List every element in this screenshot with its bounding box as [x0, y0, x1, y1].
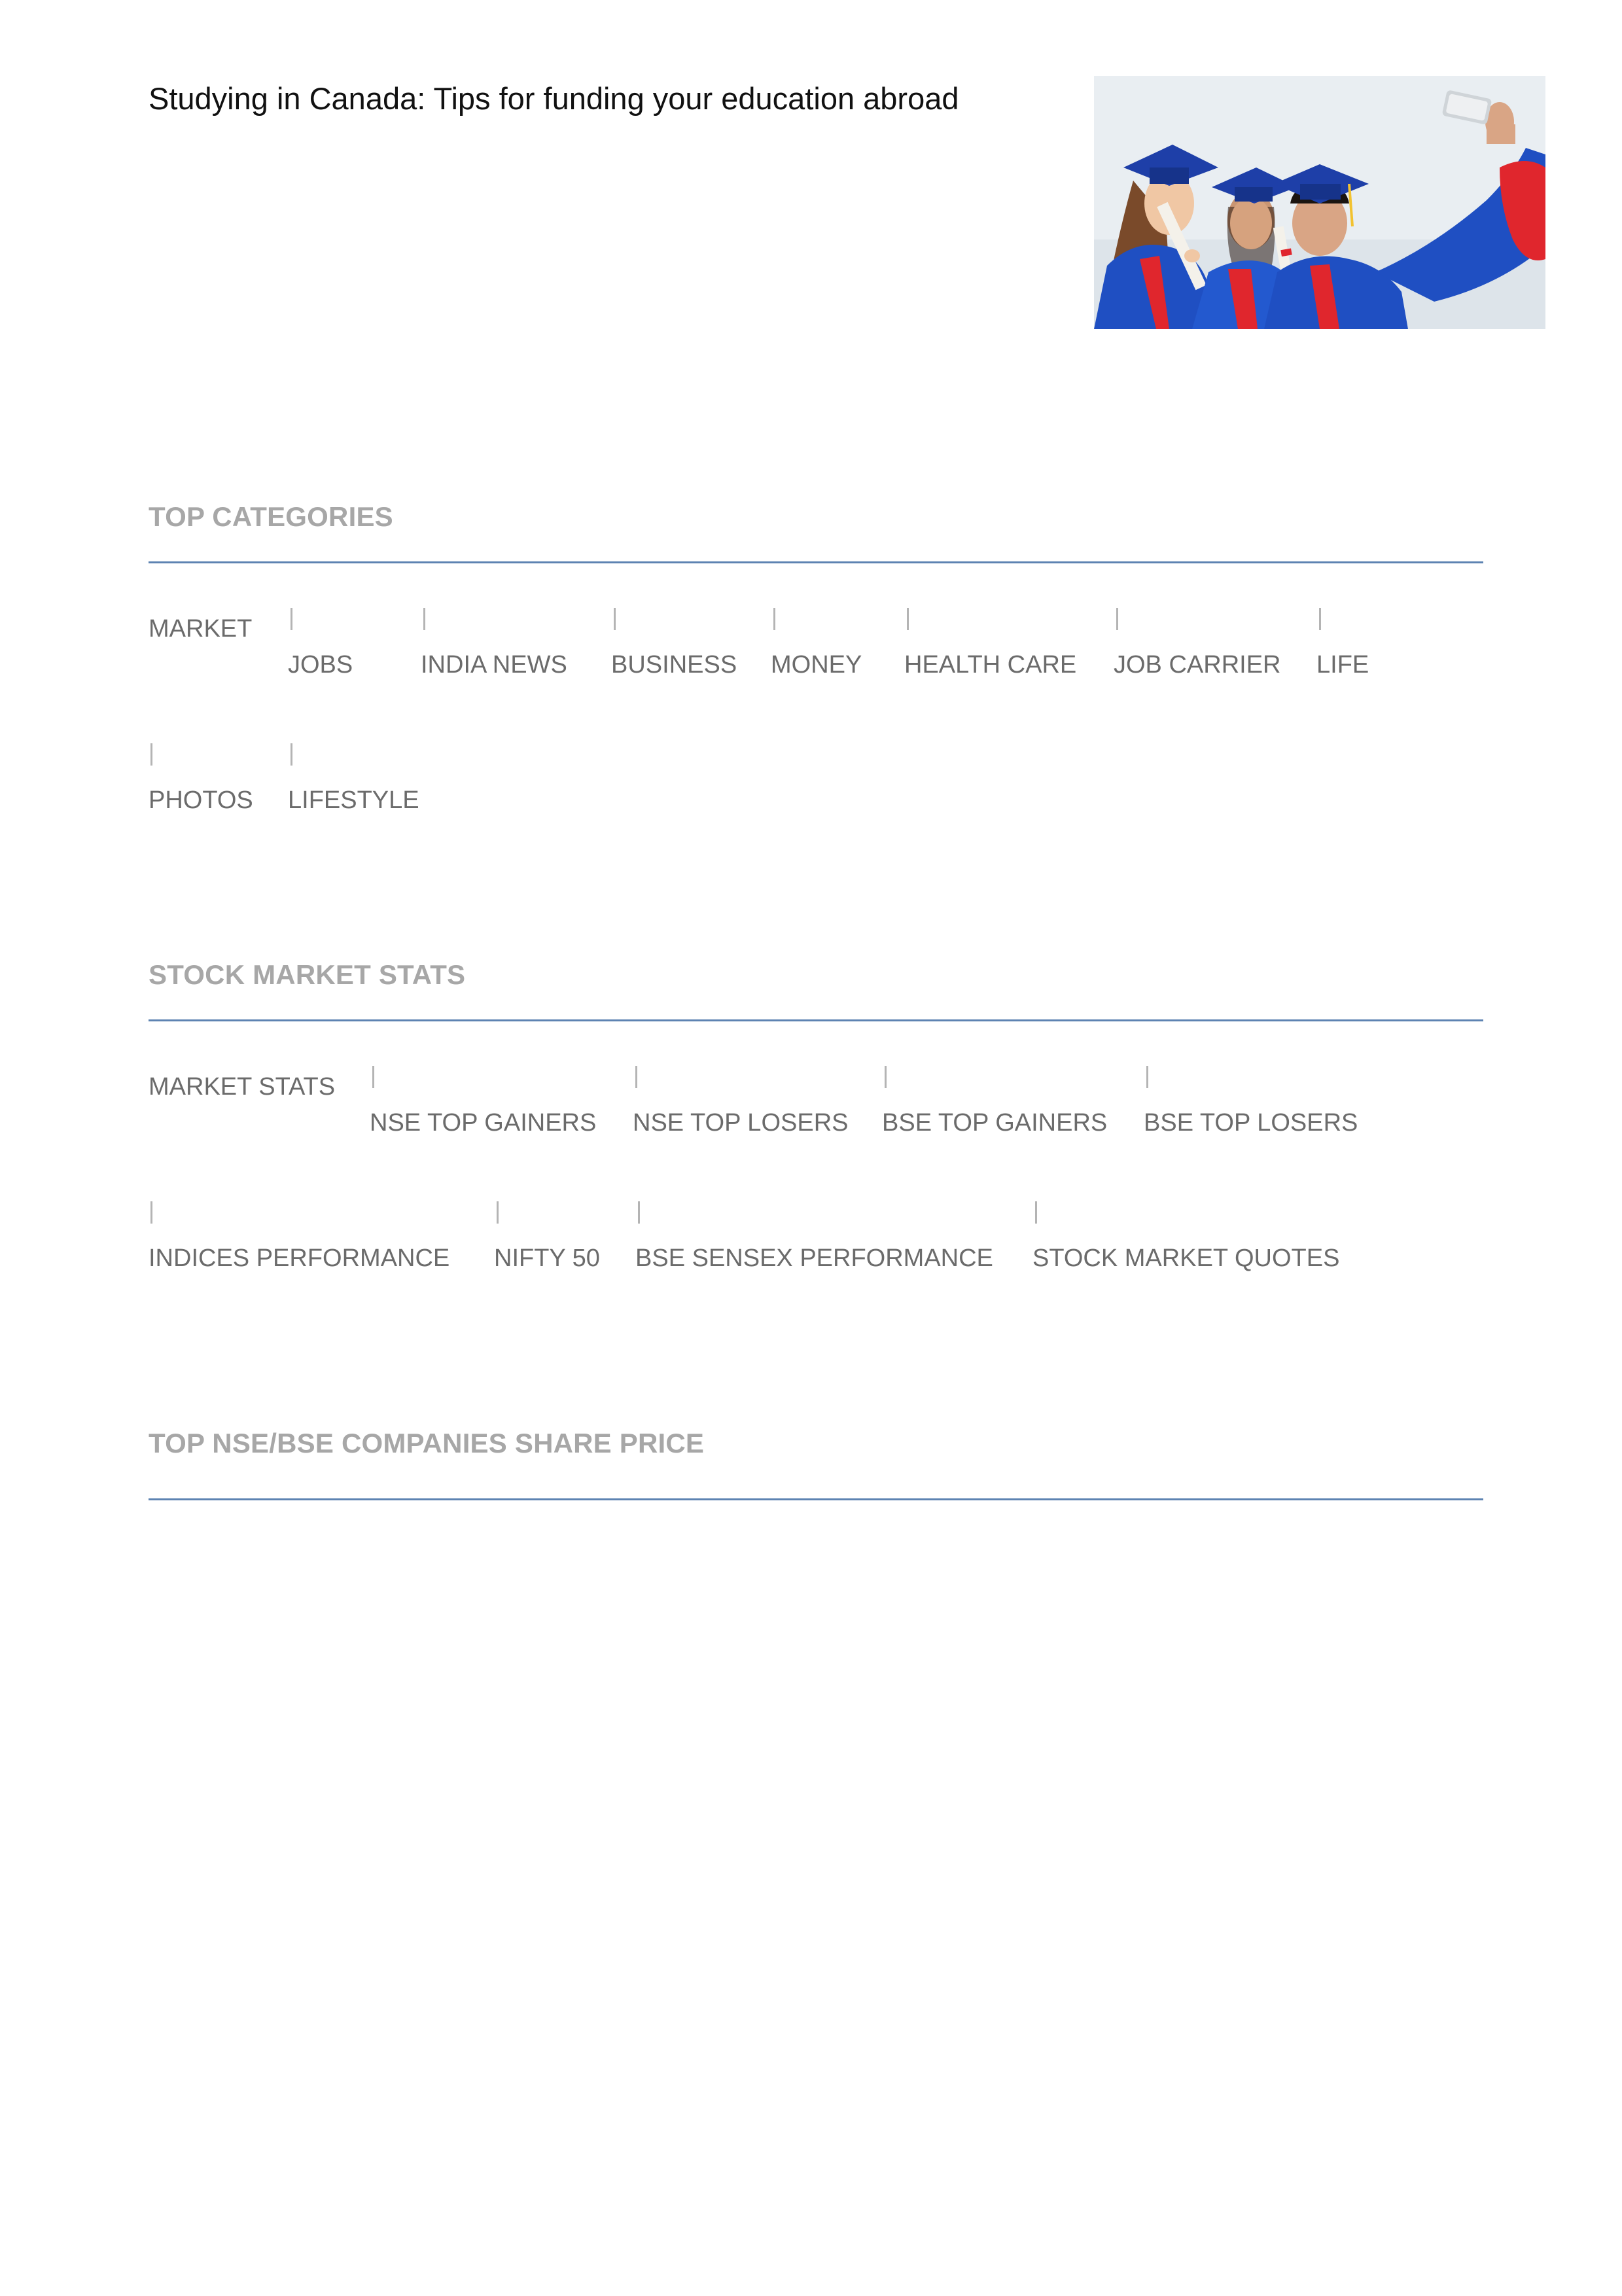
- category-link-market[interactable]: MARKET: [149, 615, 253, 643]
- pipe-separator: [1319, 608, 1321, 630]
- pipe-separator: [423, 608, 425, 630]
- stats-link-nifty-50[interactable]: NIFTY 50: [494, 1245, 600, 1272]
- category-link-photos[interactable]: PHOTOS: [149, 786, 253, 814]
- pipe-separator: [638, 1201, 640, 1224]
- top-companies-heading: TOP NSE/BSE COMPANIES SHARE PRICE: [149, 1428, 705, 1458]
- stats-link-nse-top-gainers[interactable]: NSE TOP GAINERS: [370, 1109, 597, 1137]
- pipe-separator: [614, 608, 616, 630]
- pipe-separator: [1146, 1066, 1148, 1088]
- stats-link-stock-market-quotes[interactable]: STOCK MARKET QUOTES: [1032, 1245, 1340, 1272]
- pipe-separator: [150, 1201, 152, 1224]
- category-link-job-carrier[interactable]: JOB CARRIER: [1114, 651, 1281, 679]
- pipe-separator: [497, 1201, 499, 1224]
- pipe-separator: [773, 608, 775, 630]
- stock-market-stats-heading: STOCK MARKET STATS: [149, 959, 466, 990]
- category-link-health-care[interactable]: HEALTH CARE: [904, 651, 1077, 679]
- stats-link-bse-top-gainers[interactable]: BSE TOP GAINERS: [882, 1109, 1108, 1137]
- pipe-separator: [1035, 1201, 1037, 1224]
- stats-link-bse-sensex-performance[interactable]: BSE SENSEX PERFORMANCE: [635, 1245, 993, 1272]
- stats-link-nse-top-losers[interactable]: NSE TOP LOSERS: [633, 1109, 849, 1137]
- section-divider: [149, 1498, 1483, 1500]
- category-link-life[interactable]: LIFE: [1316, 651, 1369, 679]
- category-link-india-news[interactable]: INDIA NEWS: [421, 651, 567, 679]
- stats-link-indices-performance[interactable]: INDICES PERFORMANCE: [149, 1245, 450, 1272]
- section-divider: [149, 561, 1483, 563]
- graduates-selfie-image: [1094, 76, 1545, 329]
- pipe-separator: [291, 743, 292, 766]
- pipe-separator: [635, 1066, 637, 1088]
- stats-link-bse-top-losers[interactable]: BSE TOP LOSERS: [1144, 1109, 1358, 1137]
- pipe-separator: [291, 608, 292, 630]
- category-link-business[interactable]: BUSINESS: [611, 651, 737, 679]
- article-title[interactable]: Studying in Canada: Tips for funding your education abroad: [149, 81, 959, 116]
- stats-link-market-stats[interactable]: MARKET STATS: [149, 1073, 336, 1101]
- pipe-separator: [885, 1066, 887, 1088]
- pipe-separator: [150, 743, 152, 766]
- article-thumbnail[interactable]: [1094, 76, 1545, 329]
- category-link-money[interactable]: MONEY: [771, 651, 862, 679]
- category-link-jobs[interactable]: JOBS: [288, 651, 353, 679]
- section-divider: [149, 1019, 1483, 1021]
- pipe-separator: [372, 1066, 374, 1088]
- category-link-lifestyle[interactable]: LIFESTYLE: [288, 786, 419, 814]
- top-categories-heading: TOP CATEGORIES: [149, 501, 393, 532]
- pipe-separator: [907, 608, 909, 630]
- pipe-separator: [1116, 608, 1118, 630]
